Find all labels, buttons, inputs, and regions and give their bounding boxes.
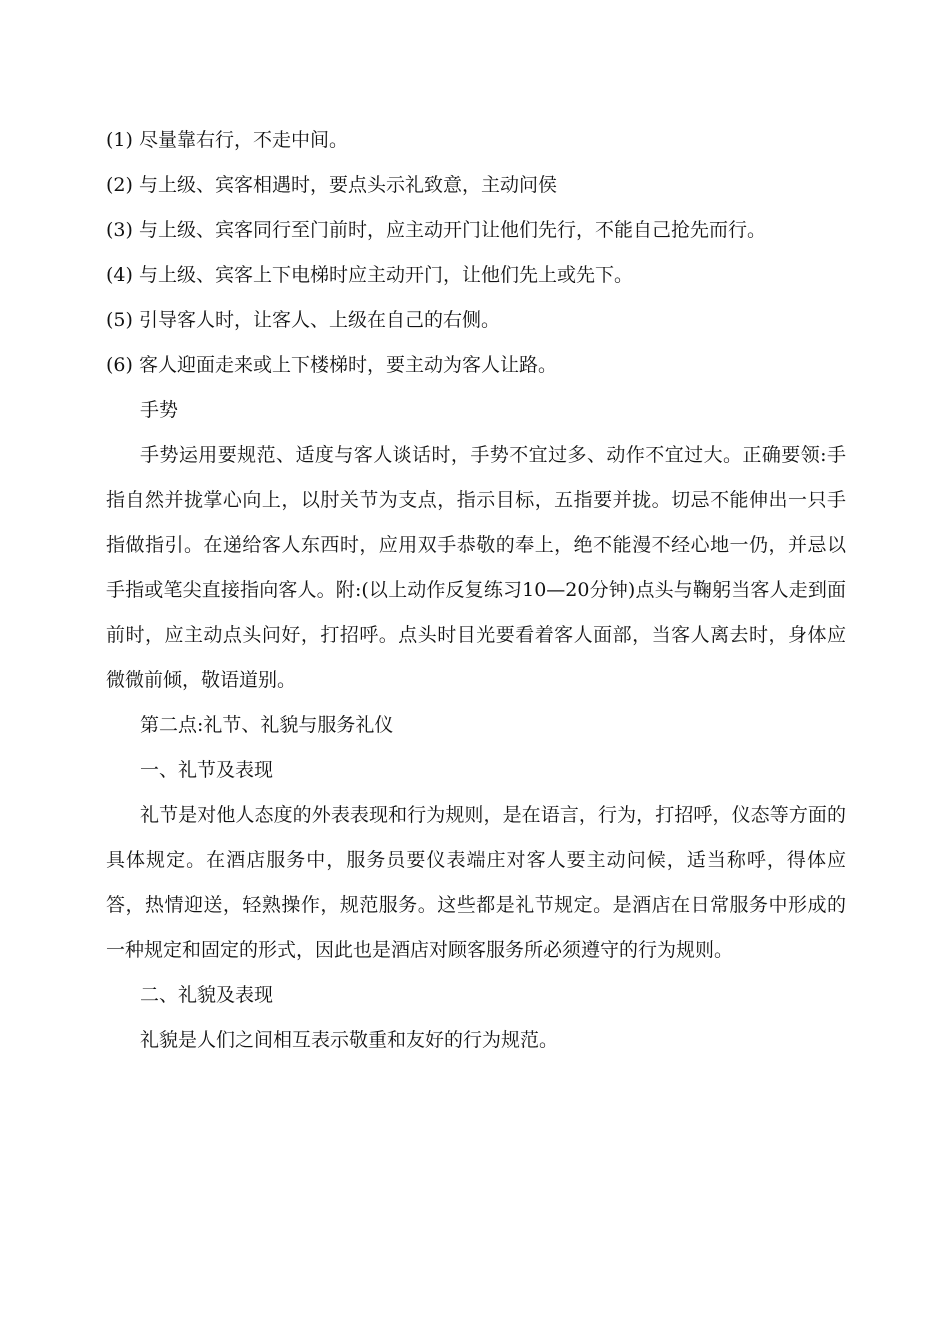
courtesy-heading: 二、礼貌及表现 [140,984,274,1006]
section-two-heading: 第二点:礼节、礼貌与服务礼仪 [140,714,394,736]
etiquette-paragraph: 礼节是对他人态度的外表表现和行为规则，是在语言，行为，打招呼，仪态等方面的具体规定。在酒店服务中，服务员要仪表端庄对客人要主动问候，适当称呼，得体应答，热情迎送，轻熟操作，规范服务。这些都是礼节规定。是酒店在日常服务中形成的一种规定和固定的形式，因此也是酒店对顾客服务所必须遵守的行为规则。 [106,804,846,961]
list-item-2: (2) 与上级、宾客相遇时，要点头示礼致意，主动问侯 [106,174,557,196]
gesture-heading: 手势 [140,399,179,421]
list-item-4: (4) 与上级、宾客上下电梯时应主动开门，让他们先上或先下。 [106,264,633,286]
list-item-3: (3) 与上级、宾客同行至门前时，应主动开门让他们先行，不能自己抢先而行。 [106,219,766,241]
list-item-6: (6) 客人迎面走来或上下楼梯时，要主动为客人让路。 [106,354,557,376]
courtesy-paragraph: 礼貌是人们之间相互表示敬重和友好的行为规范。 [140,1029,559,1051]
list-item-1: (1) 尽量靠右行，不走中间。 [106,129,348,151]
etiquette-heading: 一、礼节及表现 [140,759,274,781]
gesture-paragraph: 手势运用要规范、适度与客人谈话时，手势不宜过多、动作不宜过大。正确要领:手指自然并拢掌心向上，以肘关节为支点，指示目标，五指要并拢。切忌不能伸出一只手指做指引。在递给客人东西时，应用双手恭敬的奉上，绝不能漫不经心地一仍，并忌以手指或笔尖直接指向客人。附:(以上动作反复练习10—20分钟)点头与鞠躬当客人走到面前时，应主动点头问好，打招呼。点头时目光要看着客人面部，当客人离去时，身体应微微前倾，敬语道别。 [106,444,846,691]
list-item-5: (5) 引导客人时，让客人、上级在自己的右侧。 [106,309,500,331]
document-body [106,118,846,1063]
